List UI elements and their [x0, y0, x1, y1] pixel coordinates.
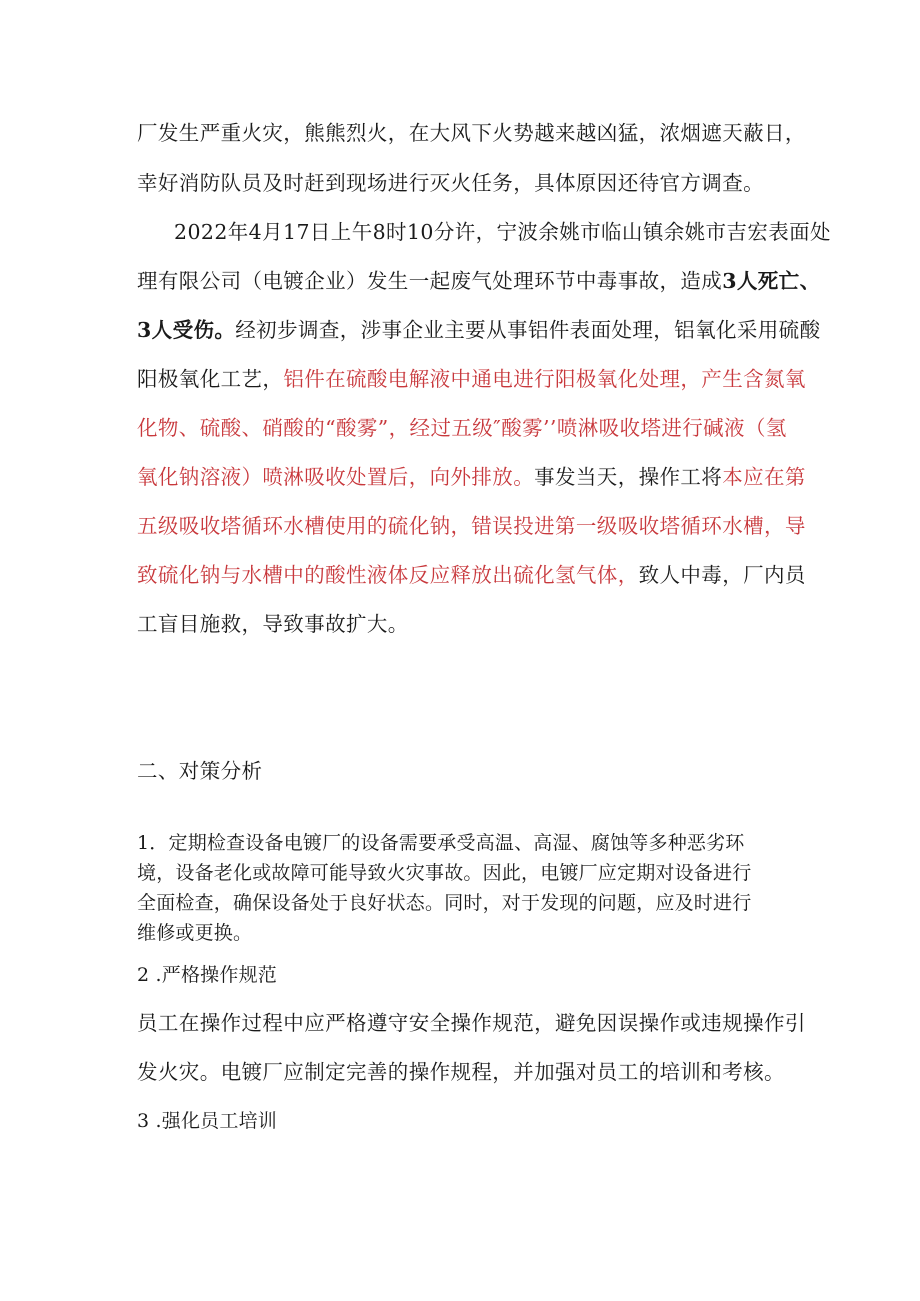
paragraph-line: 厂发生严重火灾，熊熊烈火，在大风下火势越来越凶猛，浓烟遮天蔽日，: [137, 121, 806, 145]
text-run: 理有限公司（电镀企业）发生一起废气处理环节中毒事故，造成: [137, 269, 723, 293]
list-item-line: 维修或更换。: [137, 922, 253, 944]
text-run: 事发当天，操作工将: [534, 465, 723, 489]
highlighted-line: 五级吸收塔循环水槽使用的硫化钠，错误投进第一级吸收塔循环水槽，导: [137, 514, 806, 538]
list-item-line: 1．定期检查设备电镀厂的设备需要承受高温、高湿、腐蚀等多种恶劣环: [137, 832, 745, 854]
paragraph-line: [137, 317, 820, 343]
highlighted-text: 铝件在硫酸电解液中通电进行阳极氧化处理，产生含氮氧: [283, 367, 806, 391]
text-run: 阳极氧化工艺，: [137, 367, 284, 391]
list-item-line: 全面检查，确保设备处于良好状态。同时，对于发现的问题，应及时进行: [137, 892, 752, 914]
text-run: 经初步调查，涉事企业主要从事铝件表面处理，铝氧化采用硫酸: [235, 318, 821, 342]
paragraph-line: 员工在操作过程中应严格遵守安全操作规范，避免因误操作或违规操作引: [137, 1011, 806, 1035]
section-heading: 二、对策分析: [137, 759, 263, 783]
paragraph-line: [137, 268, 820, 294]
paragraph-line: [137, 464, 806, 490]
highlighted-line: 化物、硫酸、硝酸的“酸雾”，经过五级″酸雾’’喷淋吸收塔进行碱液（氢: [137, 416, 787, 440]
bold-casualty-text: 3人死亡、: [722, 269, 821, 293]
list-item-title: 2 .严格操作规范: [137, 964, 277, 986]
paragraph-line: 发火灾。电镀厂应制定完善的操作规程，并加强对员工的培训和考核。: [137, 1060, 785, 1084]
highlighted-text: 氧化钠溶液）喷淋吸收处置后，向外排放。: [137, 465, 535, 489]
paragraph-line: 工盲目施救，导致事故扩大。: [137, 612, 409, 636]
paragraph-line: 幸好消防队员及时赶到现场进行灭火任务，具体原因还待官方调查。: [137, 171, 764, 195]
bold-casualty-text: 3人受伤。: [137, 318, 236, 342]
paragraph-line: [137, 366, 806, 392]
paragraph-line: 2022年4月17日上午8时10分许，宁波余姚市临山镇余姚市吉宏表面处: [174, 220, 831, 244]
text-run: 致人中毒，厂内员: [638, 563, 806, 587]
highlighted-text: 本应在第: [722, 465, 806, 489]
list-item-line: 境，设备老化或故障可能导致火灾事故。因此，电镀厂应定期对设备进行: [137, 862, 752, 884]
list-item-title: 3 .强化员工培训: [137, 1110, 277, 1132]
paragraph-line: [137, 562, 806, 588]
highlighted-text: 致硫化钠与水槽中的酸性液体反应释放出硫化氢气体，: [137, 563, 639, 587]
